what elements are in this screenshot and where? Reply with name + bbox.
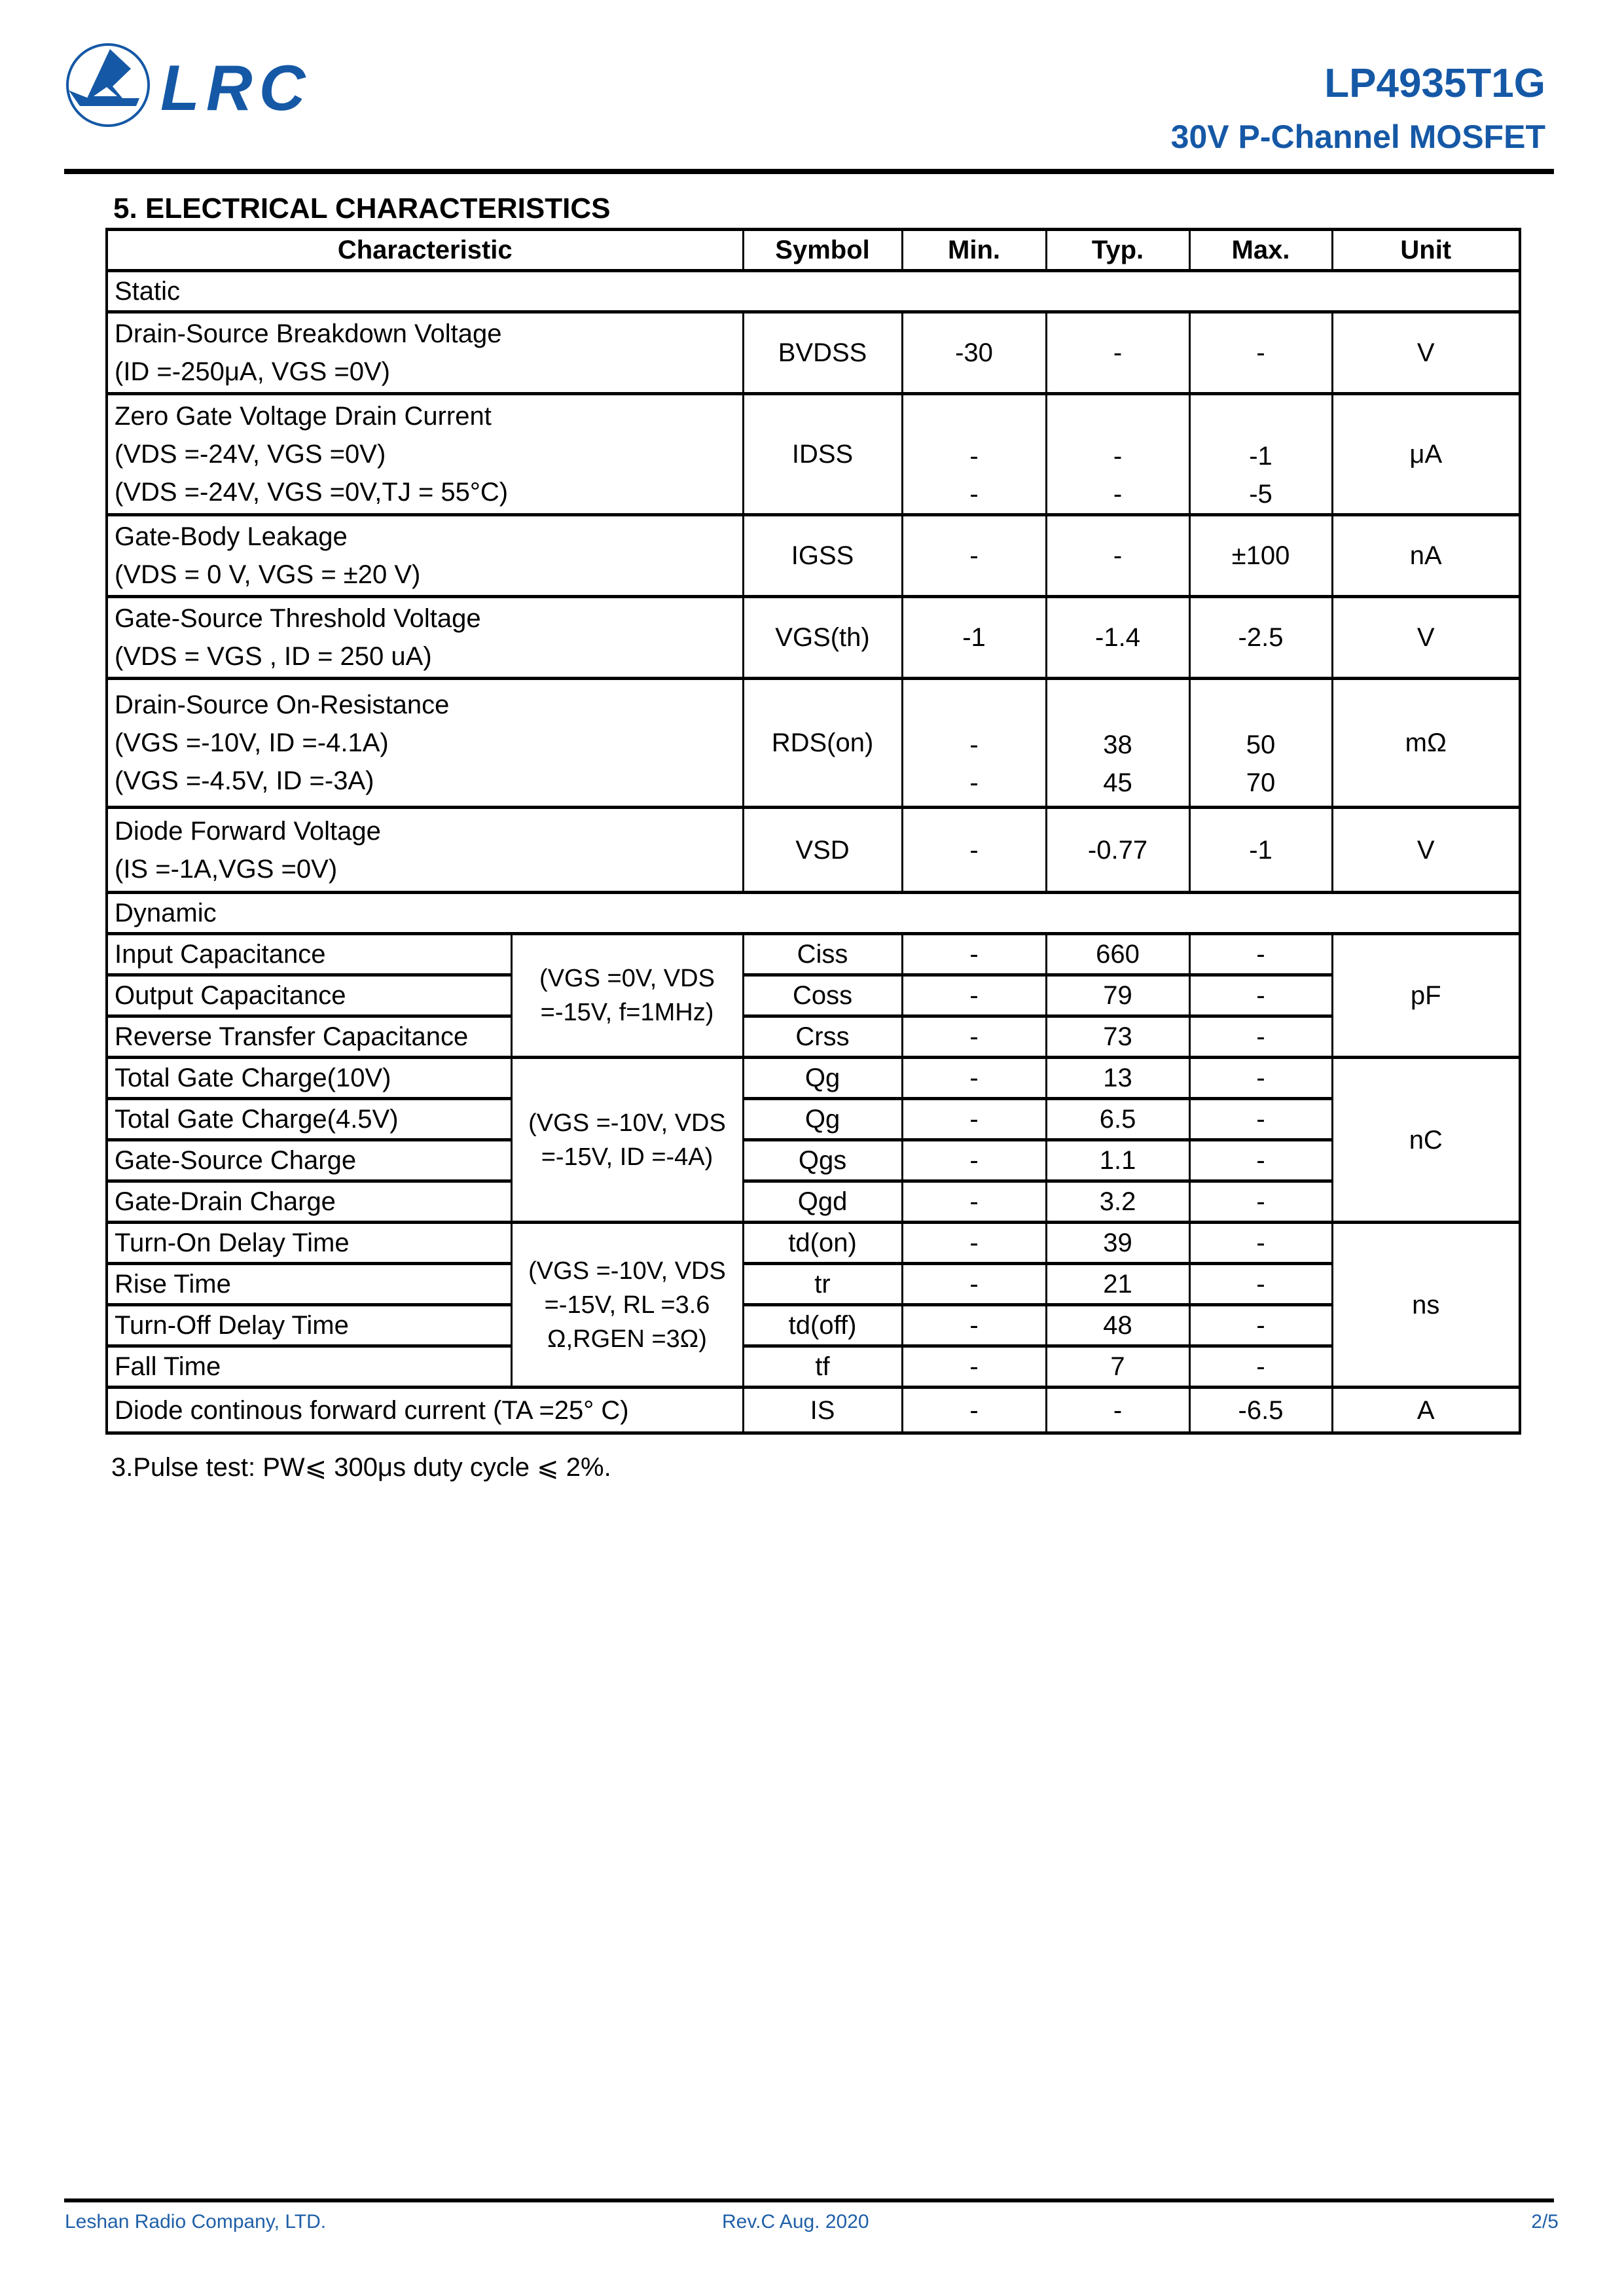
electrical-characteristics-table	[105, 228, 1521, 1435]
table-row	[107, 1264, 1520, 1305]
max-cell: -	[1189, 1058, 1332, 1099]
min-value: -	[969, 442, 979, 471]
min-cell: -	[902, 934, 1046, 975]
max-value: -5	[1249, 480, 1272, 509]
section-label-static: Static	[107, 271, 1520, 312]
unit-cell: A	[1332, 1388, 1520, 1433]
symbol-cell: Qgs	[743, 1140, 902, 1181]
symbol-cell: tr	[743, 1264, 902, 1305]
column-header-typ: Typ.	[1046, 230, 1189, 271]
table-row	[107, 1346, 1520, 1388]
max-cell	[1189, 394, 1332, 515]
characteristic-cell: Gate-Drain Charge	[107, 1181, 511, 1223]
min-value: -	[969, 768, 979, 797]
symbol-cell: Coss	[743, 975, 902, 1016]
column-header-max: Max.	[1189, 230, 1332, 271]
characteristic-line: (VDS = VGS , ID = 250 uA)	[115, 642, 432, 671]
symbol-cell: VGS(th)	[743, 597, 902, 679]
characteristic-line: (IS =-1A,VGS =0V)	[115, 854, 338, 884]
footnote-pulse-test: 3.Pulse test: PW⩽ 300μs duty cycle ⩽ 2%.	[111, 1453, 611, 1482]
typ-cell: 3.2	[1046, 1181, 1189, 1223]
table-row	[107, 1016, 1520, 1058]
test-condition-cell	[511, 1058, 743, 1223]
section-label-dynamic: Dynamic	[107, 893, 1520, 934]
symbol-cell: RDS(on)	[743, 679, 902, 808]
typ-cell: 7	[1046, 1346, 1189, 1388]
test-condition-cell	[511, 1223, 743, 1388]
column-header-characteristic: Characteristic	[107, 230, 743, 271]
unit-cell: nC	[1332, 1058, 1520, 1223]
condition-line: =-15V, RL =3.6	[544, 1291, 710, 1319]
symbol-cell: Ciss	[743, 934, 902, 975]
characteristic-cell	[107, 679, 743, 808]
max-value: -2.5	[1238, 623, 1284, 652]
characteristic-line: (ID =-250μA, VGS =0V)	[115, 357, 390, 386]
typ-cell: 660	[1046, 934, 1189, 975]
typ-cell	[1046, 597, 1189, 679]
typ-cell: 1.1	[1046, 1140, 1189, 1181]
typ-value: -0.77	[1087, 835, 1148, 865]
symbol-cell: IDSS	[743, 394, 902, 515]
footer-page-number: 2/5	[1531, 2211, 1559, 2233]
max-cell: -	[1189, 1099, 1332, 1140]
max-cell: -	[1189, 1264, 1332, 1305]
min-cell	[902, 394, 1046, 515]
column-header-min: Min.	[902, 230, 1046, 271]
table-row	[107, 679, 1520, 808]
part-number: LP4935T1G	[1324, 61, 1545, 106]
typ-cell: 21	[1046, 1264, 1189, 1305]
section-row-static	[107, 271, 1520, 312]
symbol-cell: Qgd	[743, 1181, 902, 1223]
characteristic-cell	[107, 808, 743, 893]
footer-company: Leshan Radio Company, LTD.	[65, 2211, 327, 2233]
characteristic-line: (VDS =-24V, VGS =0V)	[115, 440, 386, 469]
min-value: -1	[962, 623, 986, 652]
logo-text: LRC	[160, 52, 312, 124]
typ-value: -	[1113, 480, 1123, 509]
min-cell: -	[902, 1181, 1046, 1223]
max-value: ±100	[1231, 541, 1290, 570]
footer-divider	[64, 2198, 1554, 2202]
characteristic-line: (VDS =-24V, VGS =0V,TJ = 55°C)	[115, 478, 509, 507]
typ-cell: -	[1046, 1388, 1189, 1433]
unit-cell: ns	[1332, 1223, 1520, 1388]
typ-cell	[1046, 808, 1189, 893]
table-row	[107, 1181, 1520, 1223]
max-cell	[1189, 312, 1332, 394]
table-row	[107, 808, 1520, 893]
condition-line: =-15V, ID =-4A)	[541, 1143, 713, 1171]
min-cell: -	[902, 1058, 1046, 1099]
table-row	[107, 597, 1520, 679]
table-row	[107, 312, 1520, 394]
symbol-cell: BVDSS	[743, 312, 902, 394]
characteristic-cell: Turn-On Delay Time	[107, 1223, 511, 1264]
typ-cell	[1046, 679, 1189, 808]
typ-cell: 73	[1046, 1016, 1189, 1058]
condition-line: (VGS =0V, VDS	[539, 965, 715, 992]
condition-line: (VGS =-10V, VDS	[528, 1257, 726, 1285]
max-cell: -	[1189, 1305, 1332, 1346]
unit-cell: nA	[1332, 515, 1520, 597]
min-cell	[902, 312, 1046, 394]
min-value: -	[969, 480, 979, 509]
max-cell	[1189, 597, 1332, 679]
characteristic-cell: Input Capacitance	[107, 934, 511, 975]
max-cell: -	[1189, 934, 1332, 975]
typ-cell	[1046, 515, 1189, 597]
unit-cell: pF	[1332, 934, 1520, 1058]
characteristic-cell: Output Capacitance	[107, 975, 511, 1016]
section-row-dynamic	[107, 893, 1520, 934]
min-value: -	[969, 541, 979, 570]
min-cell	[902, 808, 1046, 893]
table-row	[107, 1099, 1520, 1140]
min-cell: -	[902, 1388, 1046, 1433]
characteristic-line: Gate-Body Leakage	[115, 522, 348, 551]
table-row	[107, 394, 1520, 515]
symbol-cell: Crss	[743, 1016, 902, 1058]
table-row	[107, 1058, 1520, 1099]
condition-line: =-15V, f=1MHz)	[540, 999, 714, 1026]
characteristic-cell: Diode continous forward current (TA =25° C)	[107, 1388, 743, 1433]
min-cell: -	[902, 975, 1046, 1016]
max-value: 70	[1246, 768, 1276, 797]
max-cell: -	[1189, 1016, 1332, 1058]
max-cell: -	[1189, 1140, 1332, 1181]
symbol-cell: td(off)	[743, 1305, 902, 1346]
characteristic-cell	[107, 312, 743, 394]
typ-value: -1.4	[1095, 623, 1140, 652]
typ-cell	[1046, 394, 1189, 515]
max-value: -1	[1249, 835, 1272, 865]
typ-cell: 79	[1046, 975, 1189, 1016]
lrc-logo	[62, 39, 324, 131]
max-cell: -	[1189, 1181, 1332, 1223]
min-cell: -	[902, 1264, 1046, 1305]
characteristic-line: (VDS = 0 V, VGS = ±20 V)	[115, 560, 421, 589]
characteristic-line: (VGS =-10V, ID =-4.1A)	[115, 728, 389, 757]
min-cell	[902, 679, 1046, 808]
table-row	[107, 1305, 1520, 1346]
max-cell	[1189, 808, 1332, 893]
typ-cell: 48	[1046, 1305, 1189, 1346]
column-header-symbol: Symbol	[743, 230, 902, 271]
unit-cell: V	[1332, 312, 1520, 394]
symbol-cell: tf	[743, 1346, 902, 1388]
characteristic-line: Diode Forward Voltage	[115, 816, 381, 846]
characteristic-line: Zero Gate Voltage Drain Current	[115, 402, 492, 431]
typ-value: -	[1113, 338, 1123, 367]
min-cell: -	[902, 1099, 1046, 1140]
max-cell: -6.5	[1189, 1388, 1332, 1433]
footer-revision: Rev.C Aug. 2020	[722, 2211, 869, 2233]
max-value: -1	[1249, 442, 1272, 471]
typ-value: -	[1113, 541, 1123, 570]
characteristic-cell: Rise Time	[107, 1264, 511, 1305]
table-header-row	[107, 230, 1520, 271]
max-cell: -	[1189, 1346, 1332, 1388]
max-value: 50	[1246, 730, 1276, 759]
characteristic-cell	[107, 597, 743, 679]
characteristic-line: Gate-Source Threshold Voltage	[115, 604, 481, 633]
symbol-cell: VSD	[743, 808, 902, 893]
typ-cell	[1046, 312, 1189, 394]
typ-cell: 13	[1046, 1058, 1189, 1099]
characteristic-cell	[107, 515, 743, 597]
min-cell: -	[902, 1140, 1046, 1181]
characteristic-cell	[107, 394, 743, 515]
max-cell: -	[1189, 1223, 1332, 1264]
min-cell: -	[902, 1346, 1046, 1388]
characteristic-cell: Reverse Transfer Capacitance	[107, 1016, 511, 1058]
typ-value: 38	[1103, 730, 1132, 759]
typ-value: -	[1113, 442, 1123, 471]
unit-cell: mΩ	[1332, 679, 1520, 808]
characteristic-line: Drain-Source On-Resistance	[115, 691, 450, 719]
condition-line: Ω,RGEN =3Ω)	[547, 1325, 707, 1353]
max-cell: -	[1189, 975, 1332, 1016]
device-subtitle: 30V P-Channel MOSFET	[1170, 118, 1545, 155]
typ-cell: 39	[1046, 1223, 1189, 1264]
test-condition-cell	[511, 934, 743, 1058]
max-value: -	[1256, 338, 1265, 367]
table-row	[107, 1140, 1520, 1181]
table-row	[107, 934, 1520, 975]
characteristic-cell: Turn-Off Delay Time	[107, 1305, 511, 1346]
symbol-cell: Qg	[743, 1058, 902, 1099]
min-cell	[902, 597, 1046, 679]
unit-cell: μA	[1332, 394, 1520, 515]
table-row	[107, 515, 1520, 597]
min-value: -	[969, 730, 979, 759]
typ-cell: 6.5	[1046, 1099, 1189, 1140]
characteristic-cell: Total Gate Charge(4.5V)	[107, 1099, 511, 1140]
min-cell: -	[902, 1016, 1046, 1058]
max-cell	[1189, 679, 1332, 808]
symbol-cell: td(on)	[743, 1223, 902, 1264]
symbol-cell: IS	[743, 1388, 902, 1433]
characteristic-cell: Gate-Source Charge	[107, 1140, 511, 1181]
unit-cell: V	[1332, 808, 1520, 893]
characteristic-line: Drain-Source Breakdown Voltage	[115, 319, 502, 348]
table-row	[107, 975, 1520, 1016]
table-row	[107, 1223, 1520, 1264]
min-value: -30	[955, 338, 993, 367]
section-title: 5. ELECTRICAL CHARACTERISTICS	[113, 192, 611, 224]
characteristic-cell: Total Gate Charge(10V)	[107, 1058, 511, 1099]
unit-cell: V	[1332, 597, 1520, 679]
condition-line: (VGS =-10V, VDS	[528, 1109, 726, 1137]
typ-value: 45	[1103, 768, 1132, 797]
symbol-cell: Qg	[743, 1099, 902, 1140]
lrc-logo-graphic	[62, 39, 324, 131]
min-cell: -	[902, 1305, 1046, 1346]
min-cell: -	[902, 1223, 1046, 1264]
max-cell	[1189, 515, 1332, 597]
symbol-cell: IGSS	[743, 515, 902, 597]
column-header-unit: Unit	[1332, 230, 1520, 271]
header-divider	[64, 169, 1554, 174]
min-cell	[902, 515, 1046, 597]
characteristic-cell: Fall Time	[107, 1346, 511, 1388]
min-value: -	[969, 835, 979, 865]
table-row	[107, 1388, 1520, 1433]
characteristic-line: (VGS =-4.5V, ID =-3A)	[115, 766, 374, 795]
